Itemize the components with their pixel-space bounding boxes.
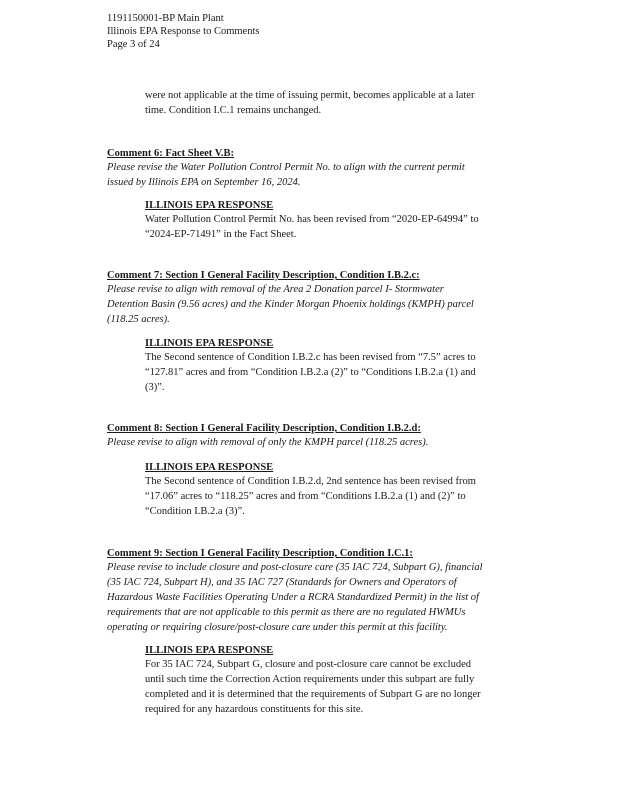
comment-body-line: (35 IAC 724, Subpart H), and 35 IAC 727 (Standards for Owners and Operators of [107, 577, 457, 588]
comment-6-body [107, 160, 465, 190]
response-line: “127.81” acres and from “Condition I.B.2.a (2)” to “Conditions I.B.2.a (1) and [145, 367, 476, 378]
comment-body-line: Hazardous Waste Facilities Operating Under a RCRA Standardized Permit) in the list of [107, 592, 479, 603]
comment-8-response-heading: ILLINOIS EPA RESPONSE [145, 462, 274, 473]
response-line: The Second sentence of Condition I.B.2.d, 2nd sentence has been revised from [145, 476, 476, 487]
response-line: “2024-EP-71491” in the Fact Sheet. [145, 229, 297, 240]
header-doc-id: 1191150001-BP Main Plant [107, 13, 224, 24]
comment-7-heading: Comment 7: Section I General Facility Description, Condition I.B.2.c: [107, 270, 420, 281]
comment-7-body [107, 282, 474, 327]
response-line: The Second sentence of Condition I.B.2.c has been revised from “7.5” acres to [145, 352, 476, 363]
comment-6-heading: Comment 6: Fact Sheet V.B: [107, 148, 235, 159]
response-line: Water Pollution Control Permit No. has been revised from “2020-EP-64994” to [145, 214, 479, 225]
header-doc-title: Illinois EPA Response to Comments [107, 26, 260, 37]
comment-6-response [145, 212, 479, 242]
header-page-number: Page 3 of 24 [107, 39, 160, 50]
response-line: For 35 IAC 724, Subpart G, closure and post-closure care cannot be excluded [145, 659, 471, 670]
comment-body-line: operating or requiring closure/post-closure care under this permit at this facility. [107, 622, 448, 633]
intro-line: were not applicable at the time of issuing permit, becomes applicable at a later [145, 90, 475, 101]
comment-7-response-heading: ILLINOIS EPA RESPONSE [145, 338, 274, 349]
response-line: “Condition I.B.2.a (3)”. [145, 506, 245, 517]
comment-body-line: Please revise to align with removal of only the KMPH parcel (118.25 acres). [107, 437, 429, 448]
comment-body-line: requirements that are not applicable to this permit as there are no regulated HWMUs [107, 607, 466, 618]
comment-body-line: Detention Basin (9.56 acres) and the Kinder Morgan Phoenix holdings (KMPH) parcel [107, 299, 474, 310]
response-line: “17.06” acres to “118.25” acres and from “Conditions I.B.2.a (1) and (2)” to [145, 491, 466, 502]
comment-body-line: issued by Illinois EPA on September 16, 2024. [107, 177, 301, 188]
intro-line: time. Condition I.C.1 remains unchanged. [145, 105, 322, 116]
response-line: required for any hazardous constituents for this site. [145, 704, 364, 715]
comment-body-line: Please revise the Water Pollution Control Permit No. to align with the current permit [107, 162, 465, 173]
response-line: until such time the Correction Action requirements under this subpart are fully [145, 674, 475, 685]
comment-body-line: Please revise to align with removal of the Area 2 Donation parcel I- Stormwater [107, 284, 444, 295]
comment-7-response [145, 350, 476, 395]
comment-body-line: Please revise to include closure and post-closure care (35 IAC 724, Subpart G), financial [107, 562, 483, 573]
comment-8-heading: Comment 8: Section I General Facility Description, Condition I.B.2.d: [107, 423, 421, 434]
comment-9-body [107, 560, 483, 635]
response-line: (3)”. [145, 382, 165, 393]
response-line: completed and it is determined that the requirements of Subpart G are no longer [145, 689, 481, 700]
comment-8-response [145, 474, 476, 519]
comment-body-line: (118.25 acres). [107, 314, 170, 325]
comment-9-response [145, 657, 481, 717]
page-header [107, 12, 259, 51]
comment-9-response-heading: ILLINOIS EPA RESPONSE [145, 645, 274, 656]
comment-9-heading: Comment 9: Section I General Facility Description, Condition I.C.1: [107, 548, 413, 559]
comment-6-response-heading: ILLINOIS EPA RESPONSE [145, 200, 274, 211]
comment-8-body [107, 435, 428, 450]
intro-paragraph [145, 88, 474, 118]
